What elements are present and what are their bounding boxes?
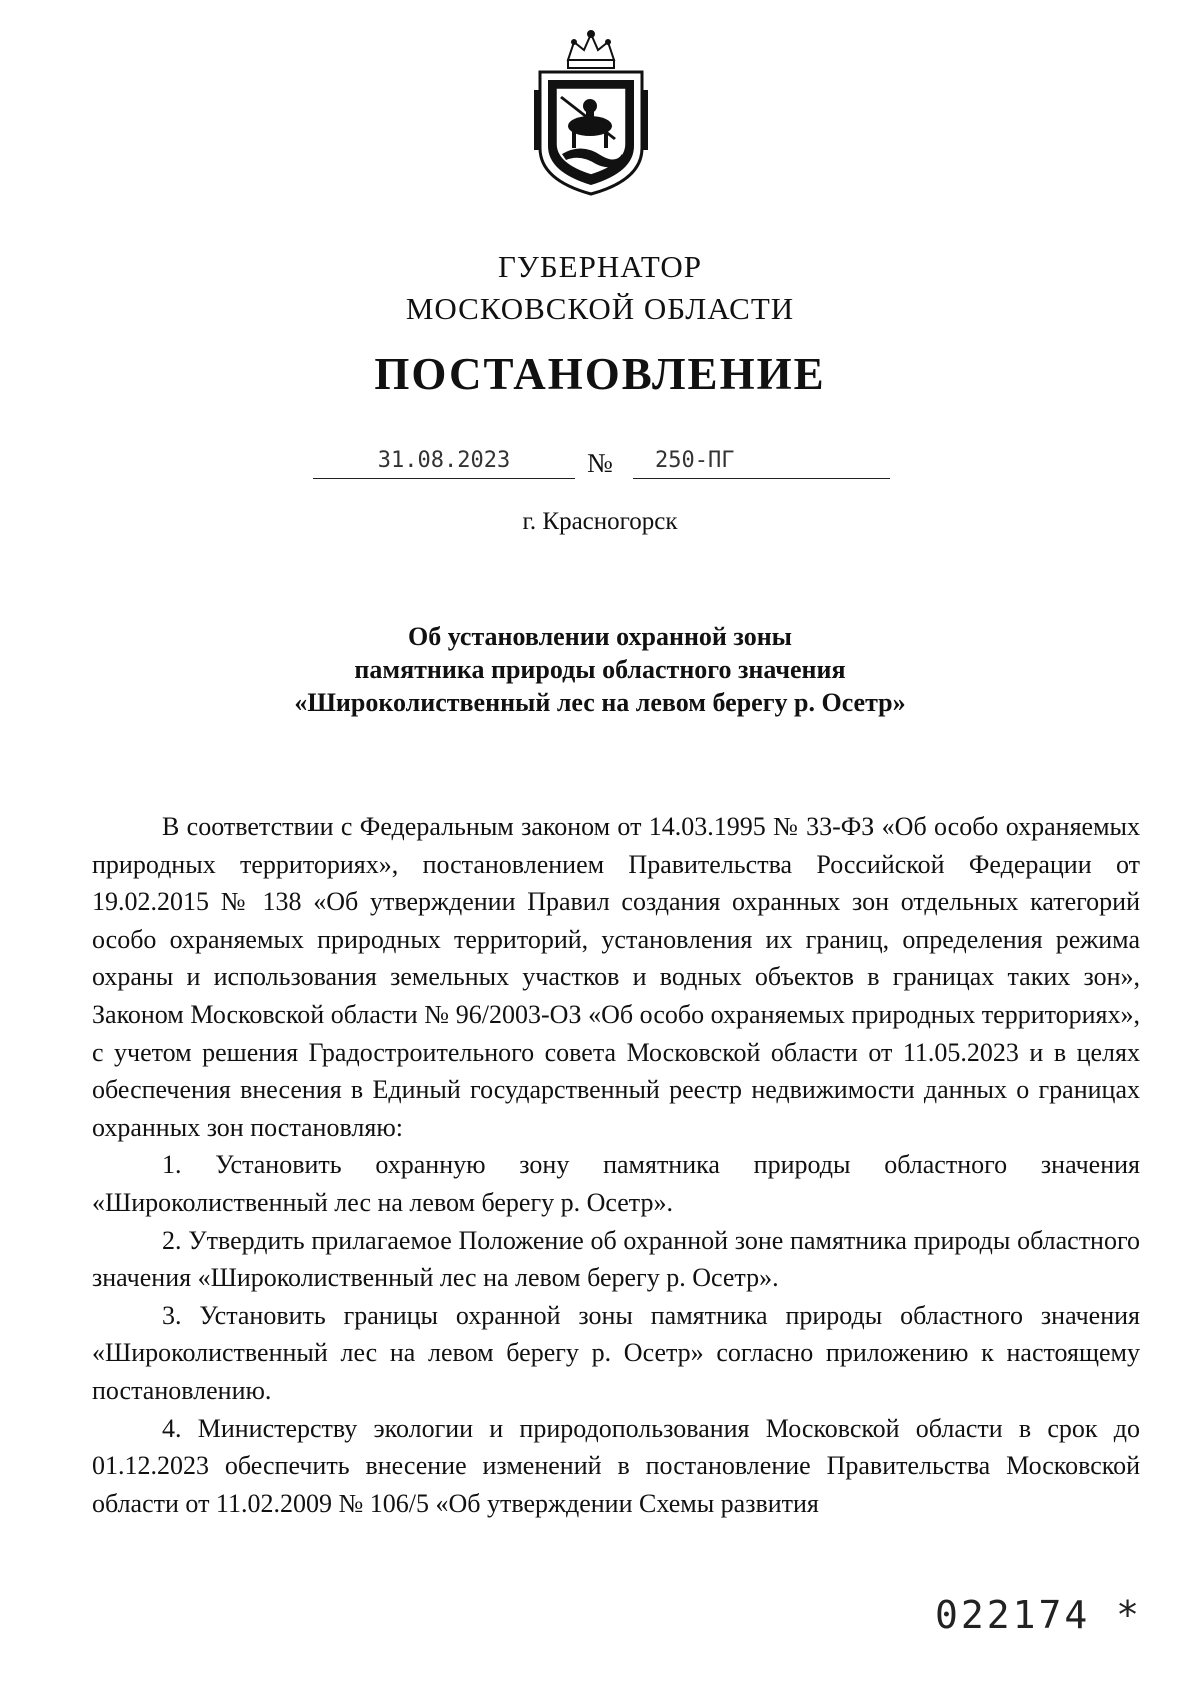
document-number: 250-ПГ xyxy=(633,448,890,479)
coat-of-arms-icon xyxy=(532,30,650,198)
authority-line-1: ГУБЕРНАТОР xyxy=(497,249,703,284)
document-body xyxy=(92,808,1140,1522)
subject-line-2: памятника природы областного значения xyxy=(354,655,846,684)
registration-line xyxy=(313,448,890,484)
document-subject xyxy=(0,620,1200,719)
city: г. Красногорск xyxy=(522,508,678,535)
item-1-paragraph: 1. Установить охранную зону памятника природы областного значения «Широколиственный лес на левом берегу р. Осетр». xyxy=(92,1150,1140,1217)
subject-line-1: Об установлении охранной зоны xyxy=(408,622,792,651)
number-sign: № xyxy=(587,448,613,478)
subject-line-3: «Широколиственный лес на левом берегу р. Осетр» xyxy=(294,688,906,717)
document-type: ПОСТАНОВЛЕНИЕ xyxy=(374,349,826,399)
preamble-paragraph: В соответствии с Федеральным законом от 14.03.1995 № 33-ФЗ «Об особо охраняемых природных территориях», постановлением Правительства Российской Федерации от 19.02.2015 № 138 «Об утверждении Правил создания охранных зон отдельных категорий особо охраняемых природных территорий, установления их границ, определения режима охраны и использования земельных участков и водных объектов в границах таких зон», Законом Московской области № 96/2003-ОЗ «Об особо охраняемых природных территориях», с учетом решения Градостроительного совета Московской области от 11.05.2023 и в целях обеспечения внесения в Единый государственный реестр недвижимости данных о границах охранных зон постановляю: xyxy=(92,812,1140,1142)
document-date: 31.08.2023 xyxy=(313,448,575,479)
serial-number: 022174 * xyxy=(934,1593,1142,1637)
authority-line-2: МОСКОВСКОЙ ОБЛАСТИ xyxy=(405,291,795,326)
authority-title xyxy=(0,246,1200,330)
item-3-paragraph: 3. Установить границы охранной зоны памятника природы областного значения «Широколиственный лес на левом берегу р. Осетр» согласно приложению к настоящему постановлению. xyxy=(92,1300,1140,1405)
item-2-paragraph: 2. Утвердить прилагаемое Положение об охранной зоне памятника природы областного значения «Широколиственный лес на левом берегу р. Осетр». xyxy=(92,1225,1140,1293)
item-4-paragraph: 4. Министерству экологии и природопользования Московской области в срок до 01.12.2023 обеспечить внесение изменений в постановление Правительства Московской области от 11.02.2009 № 106/5 «Об утверждении Схемы развития xyxy=(92,1413,1140,1518)
